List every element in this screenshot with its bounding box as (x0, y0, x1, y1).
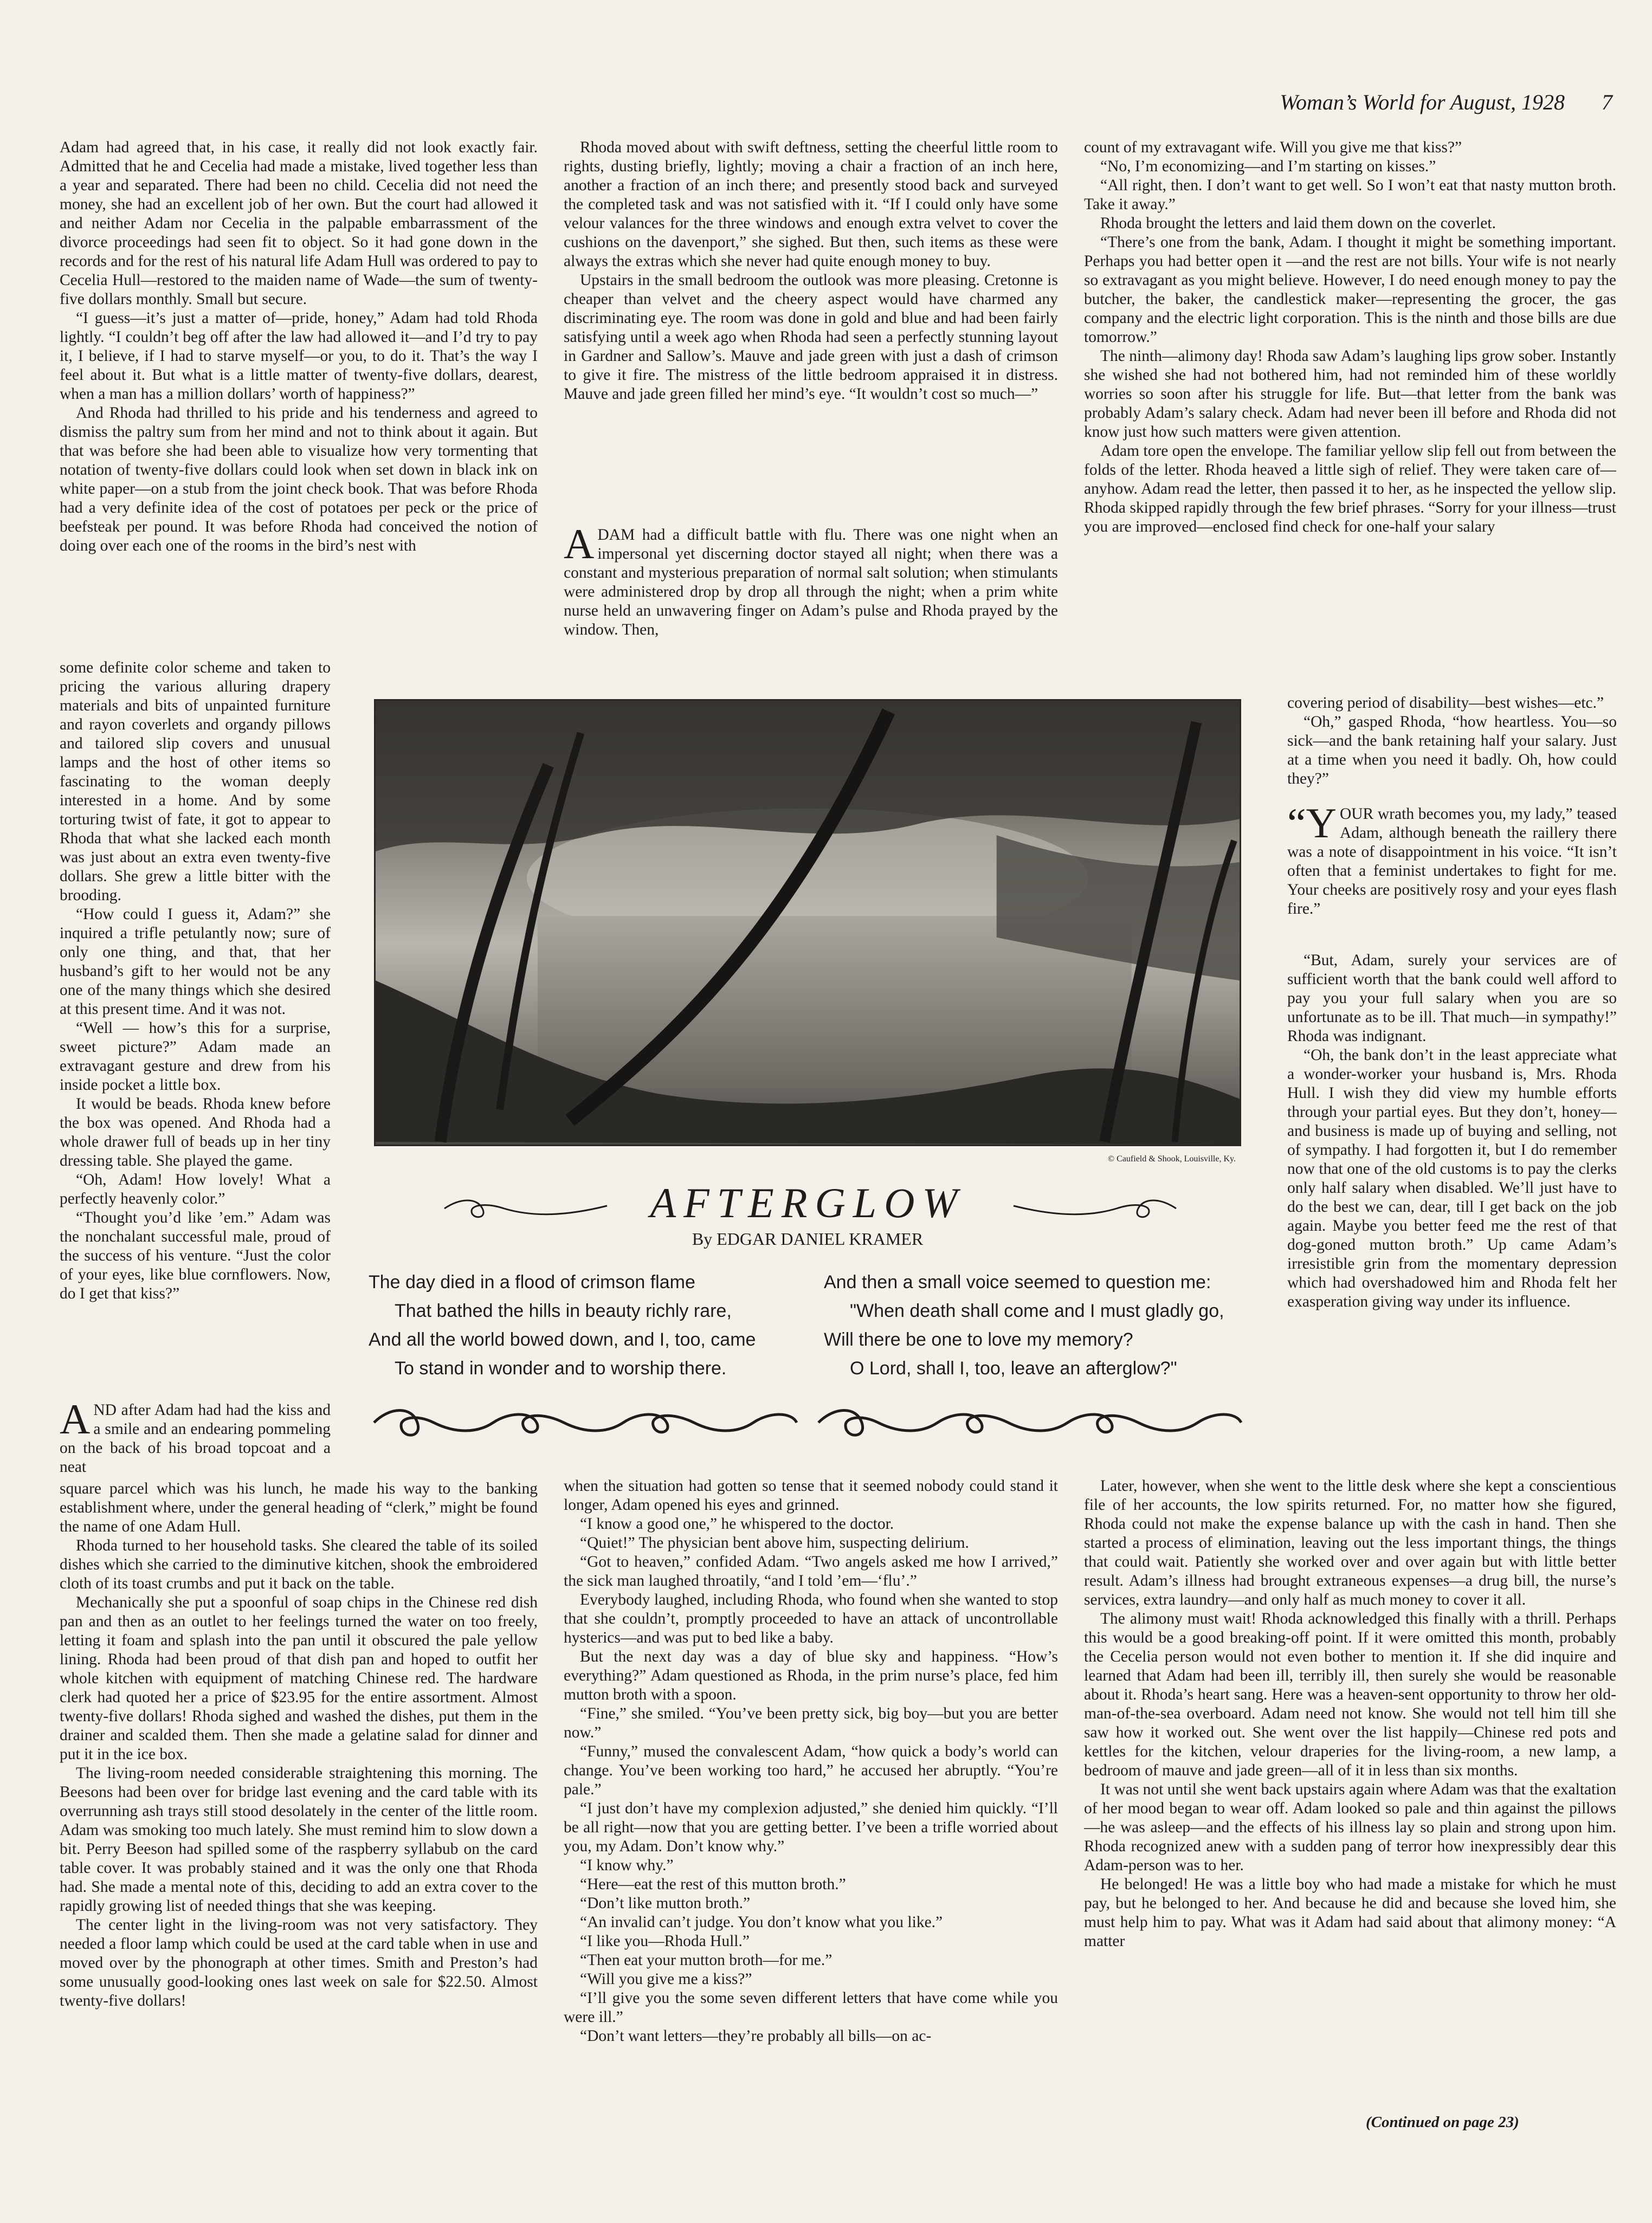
page-number: 7 (1602, 90, 1612, 114)
paragraph: when the situation had gotten so tense that it seemed nobody could stand it longer, Adam opened his eyes and grinned. (564, 1477, 1058, 1514)
paragraph: “Then eat your mutton broth—for me.” (580, 1951, 833, 1969)
column-2-bottom (564, 1477, 1058, 2146)
landscape-photo (374, 699, 1241, 1146)
paragraph: Everybody laughed, including Rhoda, who found when she wanted to stop that she couldn’t, promptly proceeded to have an attack of uncontrollable hysterics—and was put to bed like a baby. (564, 1591, 1058, 1646)
poem-line: The day died in a flood of crimson flame (369, 1272, 695, 1293)
paragraph: “Thought you’d like ’em.” Adam was the nonchalant successful male, proud of the success of his venture. “Just the color of your eyes, like blue cornflowers. Now, do I get that kiss?” (60, 1209, 331, 1302)
poem-line: And then a small voice seemed to question me: (824, 1272, 1211, 1293)
paragraph: “Fine,” she smiled. “You’ve been pretty sick, big boy—but you are better now.” (564, 1705, 1058, 1741)
column-1-top (60, 138, 538, 658)
paragraph: It would be beads. Rhoda knew before the box was opened. And Rhoda had a whole drawer full of beads up in her tiny dressing table. She played the game. (60, 1095, 331, 1169)
paragraph: ADAM had a difficult battle with flu. There was one night when an impersonal yet discerning doctor stayed all night; when there was a constant and mysterious preparation of normal salt solution; when stimulants were administered drop by drop all through the night; when a prim white nurse held an unwavering finger on Adam’s pulse and Rhoda prayed by the window. Then, (564, 526, 1058, 638)
poem-line: Will there be one to love my memory? (824, 1329, 1133, 1350)
river-trees-image (376, 701, 1240, 1145)
poem-line: And all the world bowed down, and I, too, came (369, 1329, 756, 1350)
poem-line: O Lord, shall I, too, leave an afterglow?" (850, 1358, 1177, 1379)
poem-line: That bathed the hills in beauty richly rare, (395, 1301, 732, 1321)
paragraph: count of my extravagant wife. Will you give me that kiss?” (1084, 139, 1462, 156)
poem-stanza-2 (824, 1268, 1236, 1385)
magazine-issue-line: Woman’s World for August, 1928 (1280, 90, 1565, 114)
poem-line: "When death shall come and I must gladly go, (850, 1301, 1224, 1321)
paragraph: “I just don’t have my complexion adjusted,” she denied him quickly. “I’ll be all right—now that you are getting better. I’ve been a trifle worried about you, my Adam. Don’t know why.” (564, 1800, 1058, 1855)
paragraph: AND after Adam had had the kiss and a smile and an endearing pommeling on the back of his broad topcoat and a neat (60, 1401, 331, 1476)
poem-stanza-1 (369, 1268, 780, 1385)
paragraph: He belonged! He was a little boy who had made a mistake for which he must pay, but he belonged to her. And because he did and because she loved him, she must help him to pay. What was it Adam had said about that alimony money: “A matter (1084, 1876, 1616, 1950)
paragraph: “No, I’m economizing—and I’m starting on kisses.” (1100, 158, 1436, 175)
poem-title: AFTERGLOW (650, 1179, 965, 1226)
continued-notice: (Continued on page 23) (1366, 2114, 1519, 2131)
paragraph: Rhoda moved about with swift deftness, setting the cheerful little room to rights, dusting briefly, lightly; moving a chair a fraction of an inch here, another a fraction of an inch there; and presently stood back and surveyed the completed task and was not satisfied with it. “If I could only have some velour valances for the three windows and enough extra velvet to cover the cushions on the davenport,” she sighed. But then, such items as these were always the extras which she never had quite enough money to buy. (564, 139, 1058, 270)
paragraph: Adam had agreed that, in his case, it really did not look exactly fair. Admitted that he and Cecelia had made a mistake, lived together less than a year and separated. There had been no child. Cecelia did not need the money, she had an excellent job of her own. But the court had allowed it and neither Adam nor Cecelia in the palpable embarrassment of the divorce proceedings had seen fit to object. So it had gone down in the records and for the rest of his natural life Adam Hull was ordered to pay to Cecelia Hull—restored to the maiden name of Wade—the sum of twenty-five dollars monthly. Small but secure. (60, 139, 538, 308)
paragraph: “Oh, the bank don’t in the least appreciate what a wonder-worker your husband is, Mrs. Rhoda Hull. I wish they did view my humble efforts through your partial eyes. But they don’t, honey—and business is made up of buying and selling, not of sympathy. I had forgotten it, but I do remember now that one of the old customs is to pay the clerks only half salary when disabled. We’ll just have to do the best we can, dear, till I get back on the job again. Maybe you better feed me the rest of that dog-goned mutton broth.” Up came Adam’s irresistible grin from the momentary depression which had overshadowed him and Rhoda felt her exasperation giving way under its influence. (1287, 1046, 1617, 1310)
paragraph: The ninth—alimony day! Rhoda saw Adam’s laughing lips grow sober. Instantly she wished she had not bothered him, had not reminded him of these worldly worries so soon after his struggle for life. But—that letter from the bank was probably Adam’s salary check. Adam had never been ill before and Rhoda did not know just how such matters were given attention. (1084, 347, 1616, 441)
scroll-border-ornament (369, 1401, 1247, 1444)
paragraph: The living-room needed considerable straightening this morning. The Beesons had been over for bridge last evening and the card table with its overrunning ash trays still stood desolately in the center of the little room. Adam was smoking too much lately. She must remind him to slow down a bit. Perry Beeson had spilled some of the raspberry syllabub on the card table cover. It was probably stained and it was the only one that Rhoda had. She made a mental note of this, deciding to add an extra cover to the rapidly growing list of needed things that she was keeping. (60, 1765, 538, 1915)
paragraph: square parcel which was his lunch, he made his way to the banking establishment where, under the general heading of “clerk,” might be found the name of one Adam Hull. (60, 1480, 538, 1535)
scrollwork-icon (369, 1401, 1247, 1444)
paragraph: “Don’t like mutton broth.” (580, 1895, 751, 1912)
paragraph: “Oh,” gasped Rhoda, “how heartless. You—so sick—and the bank retaining half your salary. Just at a time when you need it badly. Oh, how could they?” (1287, 713, 1617, 787)
column-3-narrow-b (1287, 951, 1617, 1474)
paragraph: “Well — how’s this for a surprise, sweet picture?” Adam made an extravagant gesture and drew from his inside pocket a little box. (60, 1019, 331, 1094)
paragraph: The center light in the living-room was not very satisfactory. They needed a floor lamp which could be used at the card table when in use and moved over by the phonograph at other times. Smith and Preston’s had some unusually good-looking ones last week on sale for $22.50. Almost twenty-five dollars! (60, 1916, 538, 2009)
paragraph: some definite color scheme and taken to pricing the various alluring drapery materials and bits of unpainted furniture and rayon coverlets and organdy pillows and tailored slip covers and unusual lamps and the host of other items so fascinating to the woman deeply interested in a home. And by some torturing twist of fate, it got to appear to Rhoda that what she lacked each month was just about an extra even twenty-five dollars. She grew a little bitter with the brooding. (60, 659, 331, 904)
paragraph: “Don’t want letters—they’re probably all bills—on ac- (580, 2027, 932, 2045)
photo-credit: © Caufield & Shook, Louisville, Ky. (1108, 1154, 1236, 1164)
paragraph: “All right, then. I don’t want to get well. So I won’t eat that nasty mutton broth. Take it away.” (1084, 177, 1616, 213)
paragraph: “Got to heaven,” confided Adam. “Two angels asked me how I arrived,” the sick man laughed throatily, “and I told ’em—‘flu’.” (564, 1553, 1058, 1589)
paragraph: “Funny,” mused the convalescent Adam, “how quick a body’s world can change. You’ve been working too hard,” he accused her abruptly. “You’re pale.” (564, 1743, 1058, 1798)
column-2-top (564, 138, 1058, 512)
paragraph: “Here—eat the rest of this mutton broth.” (580, 1876, 846, 1893)
paragraph: Rhoda turned to her household tasks. She cleared the table of its soiled dishes which she carried to the diminutive kitchen, shook the embroidered cloth of its toast crumbs and put it back on the table. (60, 1537, 538, 1592)
poem-byline: By EDGAR DANIEL KRAMER (692, 1229, 924, 1249)
paragraph: “How could I guess it, Adam?” she inquired a trifle petulantly now; sure of only one thing, and that, that her husband’s gift to her would not be any one of the many things which she desired at this present time. And it was not. (60, 906, 331, 1018)
column-3-bottom (1084, 1477, 1616, 2114)
column-3-section-opening (1287, 805, 1617, 951)
paragraph: The alimony must wait! Rhoda acknowledged this finally with a thrill. Perhaps this would be a good breaking-off point. If it were omitted this month, probably the Cecelia person would not even bother to mention it. If she did inquire and learned that Adam had been ill, terribly ill, then surely she would be reasonable about it. Rhoda’s heart sang. Here was a heaven-sent opportunity to throw her old-man-of-the-sea overboard. Adam need not know. She would not tell him till she saw how it worked out. She went over the list happily—Chinese red pots and kettles for the kitchen, velour draperies for the living-room, a new lamp, a bedroom of mauve and jade green—all of it in less than six months. (1084, 1610, 1616, 1779)
column-3-narrow-a (1287, 694, 1617, 802)
right-flourish-ornament (1008, 1192, 1182, 1225)
paragraph: “Quiet!” The physician bent above him, suspecting delirium. (580, 1534, 969, 1552)
paragraph: “Oh, Adam! How lovely! What a perfectly heavenly color.” (60, 1171, 331, 1207)
paragraph: “An invalid can’t judge. You don’t know what you like.” (580, 1914, 943, 1931)
column-2-section-opening (564, 526, 1058, 661)
poem-line: To stand in wonder and to worship there. (395, 1358, 727, 1379)
paragraph: “Will you give me a kiss?” (580, 1970, 752, 1988)
paragraph: Rhoda brought the letters and laid them down on the coverlet. (1100, 215, 1496, 232)
paragraph: “There’s one from the bank, Adam. I thought it might be something important. Perhaps you had better open it —and the rest are not bills. Your wife is not nearly so extravagant as you might believe. However, I do need enough money to pay the butcher, the baker, the candlestick maker—representing the grocer, the gas company and the electric light corporation. This is the ninth and those bills are due tomorrow.” (1084, 234, 1616, 346)
paragraph: Later, however, when she went to the little desk where she kept a conscientious file of her accounts, the low spirits returned. For, no matter how she figured, Rhoda could not make the expense balance up with the cash in hand. Then she started a process of elimination, leaving out the less important things, the things that could wait. Patiently she worked over and over again but with little better result. Adam’s illness had brought extraneous expenses—a drug bill, the nurse’s services, extra laundry—and only half as much money to cover it all. (1084, 1477, 1616, 1608)
paragraph: covering period of disability—best wishes—etc.” (1287, 694, 1604, 712)
paragraph: It was not until she went back upstairs again where Adam was that the exaltation of her mood began to wear off. Adam looked so pale and thin against the pillows—he was asleep—and the effects of his illness lay so plain and strong upon him. Rhoda recognized anew with a sudden pang of terror how inexpressibly dear this Adam-person was to her. (1084, 1781, 1616, 1874)
paragraph: “But, Adam, surely your services are of sufficient worth that the bank could well afford to pay you your full salary when you are so unfortunate as to be ill. That much—in sympathy!” Rhoda was indignant. (1287, 952, 1617, 1045)
paragraph: Adam tore open the envelope. The familiar yellow slip fell out from between the folds of the letter. Rhoda heaved a little sigh of relief. They were taken care of—anyhow. Adam read the letter, then passed it to her, as he inspected the yellow slip. Rhoda skipped rapidly through the few brief phrases. “Sorry for your illness—trust you are improved—enclosed find check for one-half your salary (1084, 442, 1616, 535)
column-1-bottom (60, 1479, 538, 2146)
paragraph: “I guess—it’s just a matter of—pride, honey,” Adam had told Rhoda lightly. “I couldn’t beg off after the law had allowed it—and I’d try to pay it, I believe, if I had to starve myself—or you, to do it. That’s the way I feel about it. But what is a little matter of twenty-five dollars, dearest, when a man has a million dollars’ worth of happiness?” (60, 309, 538, 403)
paragraph: “YOUR wrath becomes you, my lady,” teased Adam, although beneath the raillery there was a note of disappointment in his voice. “It isn’t often that a feminist undertakes to fight for me. Your cheeks are positively rosy and your eyes flash fire.” (1287, 805, 1617, 917)
paragraph: Mechanically she put a spoonful of soap chips in the Chinese red dish pan and then as an outlet to her feelings turned the water on too freely, letting it foam and splash into the pan until it obscured the pale yellow lining. Rhoda had been proud of that dish pan and hoped to outfit her whole kitchen with equipment of matching Chinese red. The hardware clerk had quoted her a price of $23.95 for the entire assortment. Almost twenty-five dollars! Rhoda sighed and washed the dishes, put them in the drainer and scalded them. Then she made a gelatine salad for dinner and put it in the ice box. (60, 1594, 538, 1763)
column-3-top (1084, 138, 1616, 691)
paragraph: And Rhoda had thrilled to his pride and his tenderness and agreed to dismiss the paltry sum from her mind and not to think about it again. But that was before she had been able to visualize how very tormenting that notation of twenty-five dollars could look when set down in black ink on white paper—on a stub from the joint check book. That was before Rhoda had a very definite idea of the cost of potatoes per peck or the price of beefsteak per pound. It was before Rhoda had conceived the notion of doing over each one of the rooms in the bird’s nest with (60, 404, 538, 554)
paragraph: “I know a good one,” he whispered to the doctor. (580, 1515, 894, 1533)
paragraph: “I like you—Rhoda Hull.” (580, 1933, 750, 1950)
paragraph: But the next day was a day of blue sky and happiness. “How’s everything?” Adam questioned as Rhoda, in the prim nurse’s place, fed him mutton broth with a spoon. (564, 1648, 1058, 1703)
running-header (1125, 89, 1612, 127)
paragraph: Upstairs in the small bedroom the outlook was more pleasing. Cretonne is cheaper than velvet and the cheery aspect would have charmed any discriminating eye. The room was done in gold and blue and had been fairly satisfying until a week ago when Rhoda had seen a perfectly stunning layout in Gardner and Sallow’s. Mauve and jade green with just a dash of crimson to give it fire. The mistress of the little bedroom appraised it in distress. Mauve and jade green filled her mind’s eye. “It wouldn’t cost so much—” (564, 272, 1058, 403)
column-1-section-opening (60, 1401, 331, 1482)
column-1-narrow (60, 658, 331, 1417)
paragraph: “I know why.” (580, 1857, 674, 1874)
paragraph: “I’ll give you the some seven different letters that have come while you were ill.” (564, 1989, 1058, 2026)
